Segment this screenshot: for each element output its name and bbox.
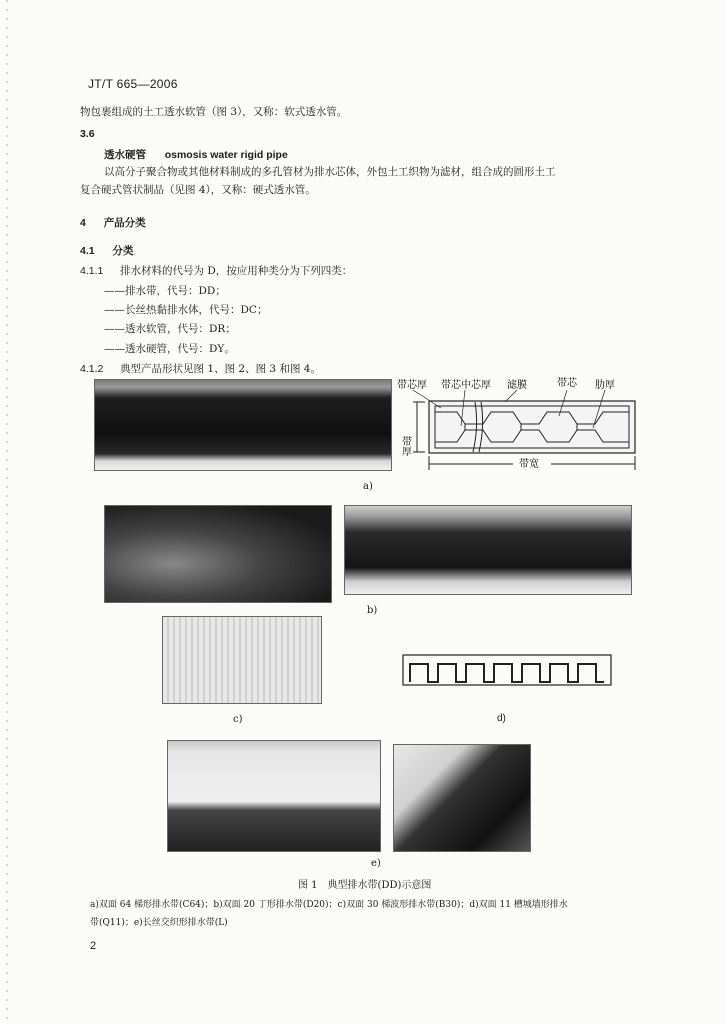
sublabel-d: d) (497, 713, 506, 724)
sublabel-e: e) (371, 858, 381, 869)
paragraph-line: 复合硬式管状制品（见图 4），又称：硬式透水管。 (80, 184, 316, 196)
list-item: ——排水带，代号：DD； (104, 285, 226, 297)
sublabel-c: c) (233, 714, 243, 725)
section-number: 4 (80, 217, 86, 229)
castle-wall-profile-d (402, 654, 612, 686)
figure-caption: 图 1 典型排水带(DD)示意图 (298, 880, 432, 891)
figure-note-line: a)双面 64 梯形排水带(C64)；b)双面 20 丁形排水带(D20)；c)双面 30 梯波形排水带(B30)；d)双面 11 槽城墙形排水 (90, 900, 568, 910)
photo-drain-band-a (94, 379, 392, 471)
paragraph-line: 物包裹组成的土工透水软管（图 3），又称：软式透水管。 (80, 106, 348, 118)
section-title: 分类 (112, 245, 134, 257)
clause-number: 4.1.2 (80, 363, 104, 375)
leader-line (505, 390, 517, 402)
outer-filter-outline (429, 401, 635, 453)
label-core: 带芯 (557, 378, 577, 389)
section-number: 4.1 (80, 245, 95, 257)
sublabel-b: b) (367, 605, 378, 616)
list-item: ——透水硬管，代号：DY。 (104, 343, 235, 355)
photo-drain-band-e-angle (393, 744, 531, 852)
label-core-thickness: 带芯厚 (397, 380, 427, 391)
term-cn: 透水硬管 (104, 149, 146, 161)
list-item: ——长丝热黏排水体，代号：DC； (104, 304, 268, 316)
section-number-3-6: 3.6 (80, 128, 95, 140)
sublabel-a: a) (363, 481, 373, 492)
term-3-6 (104, 148, 288, 162)
clause-number: 4.1.1 (80, 265, 104, 277)
cross-section-diagram-a (395, 374, 645, 486)
clause-4-1-1 (80, 264, 352, 278)
label-rib-thickness: 肋厚 (595, 380, 615, 391)
label-band-thickness: 带厚 (399, 436, 411, 456)
figure-note-line: 带(Q11)；e)长丝交织形排水带(L) (90, 918, 228, 928)
list-item: ——透水软管，代号：DR； (104, 323, 236, 335)
photo-drain-band-e-front (167, 740, 381, 852)
clause-4-1-2 (80, 362, 321, 376)
term-en: osmosis water rigid pipe (164, 149, 288, 161)
photo-drain-band-b-end (104, 505, 332, 603)
standard-code-header: JT/T 665—2006 (88, 77, 178, 91)
clause-text: 典型产品形状见图 1、图 2、图 3 和图 4。 (120, 363, 321, 375)
paragraph-line: 以高分子聚合物或其他材料制成的多孔管材为排水芯体，外包土工织物为滤材，组合成的圆形土工 (104, 166, 556, 178)
clause-text: 排水材料的代号为 D，按应用种类分为下列四类： (120, 265, 353, 277)
section-title: 产品分类 (103, 217, 146, 229)
label-filter: 滤膜 (507, 380, 527, 391)
photo-drain-band-b-side (344, 505, 632, 595)
label-center-thickness: 带芯中芯厚 (441, 380, 491, 391)
binding-edge-dots (6, 0, 8, 1024)
label-band-width: 带宽 (519, 459, 539, 470)
section-heading-4 (80, 216, 146, 230)
photo-drain-band-c (162, 616, 322, 704)
page-number: 2 (90, 940, 97, 952)
section-heading-4-1 (80, 244, 133, 258)
profile-outer (403, 655, 611, 685)
profile-slots (410, 664, 604, 682)
